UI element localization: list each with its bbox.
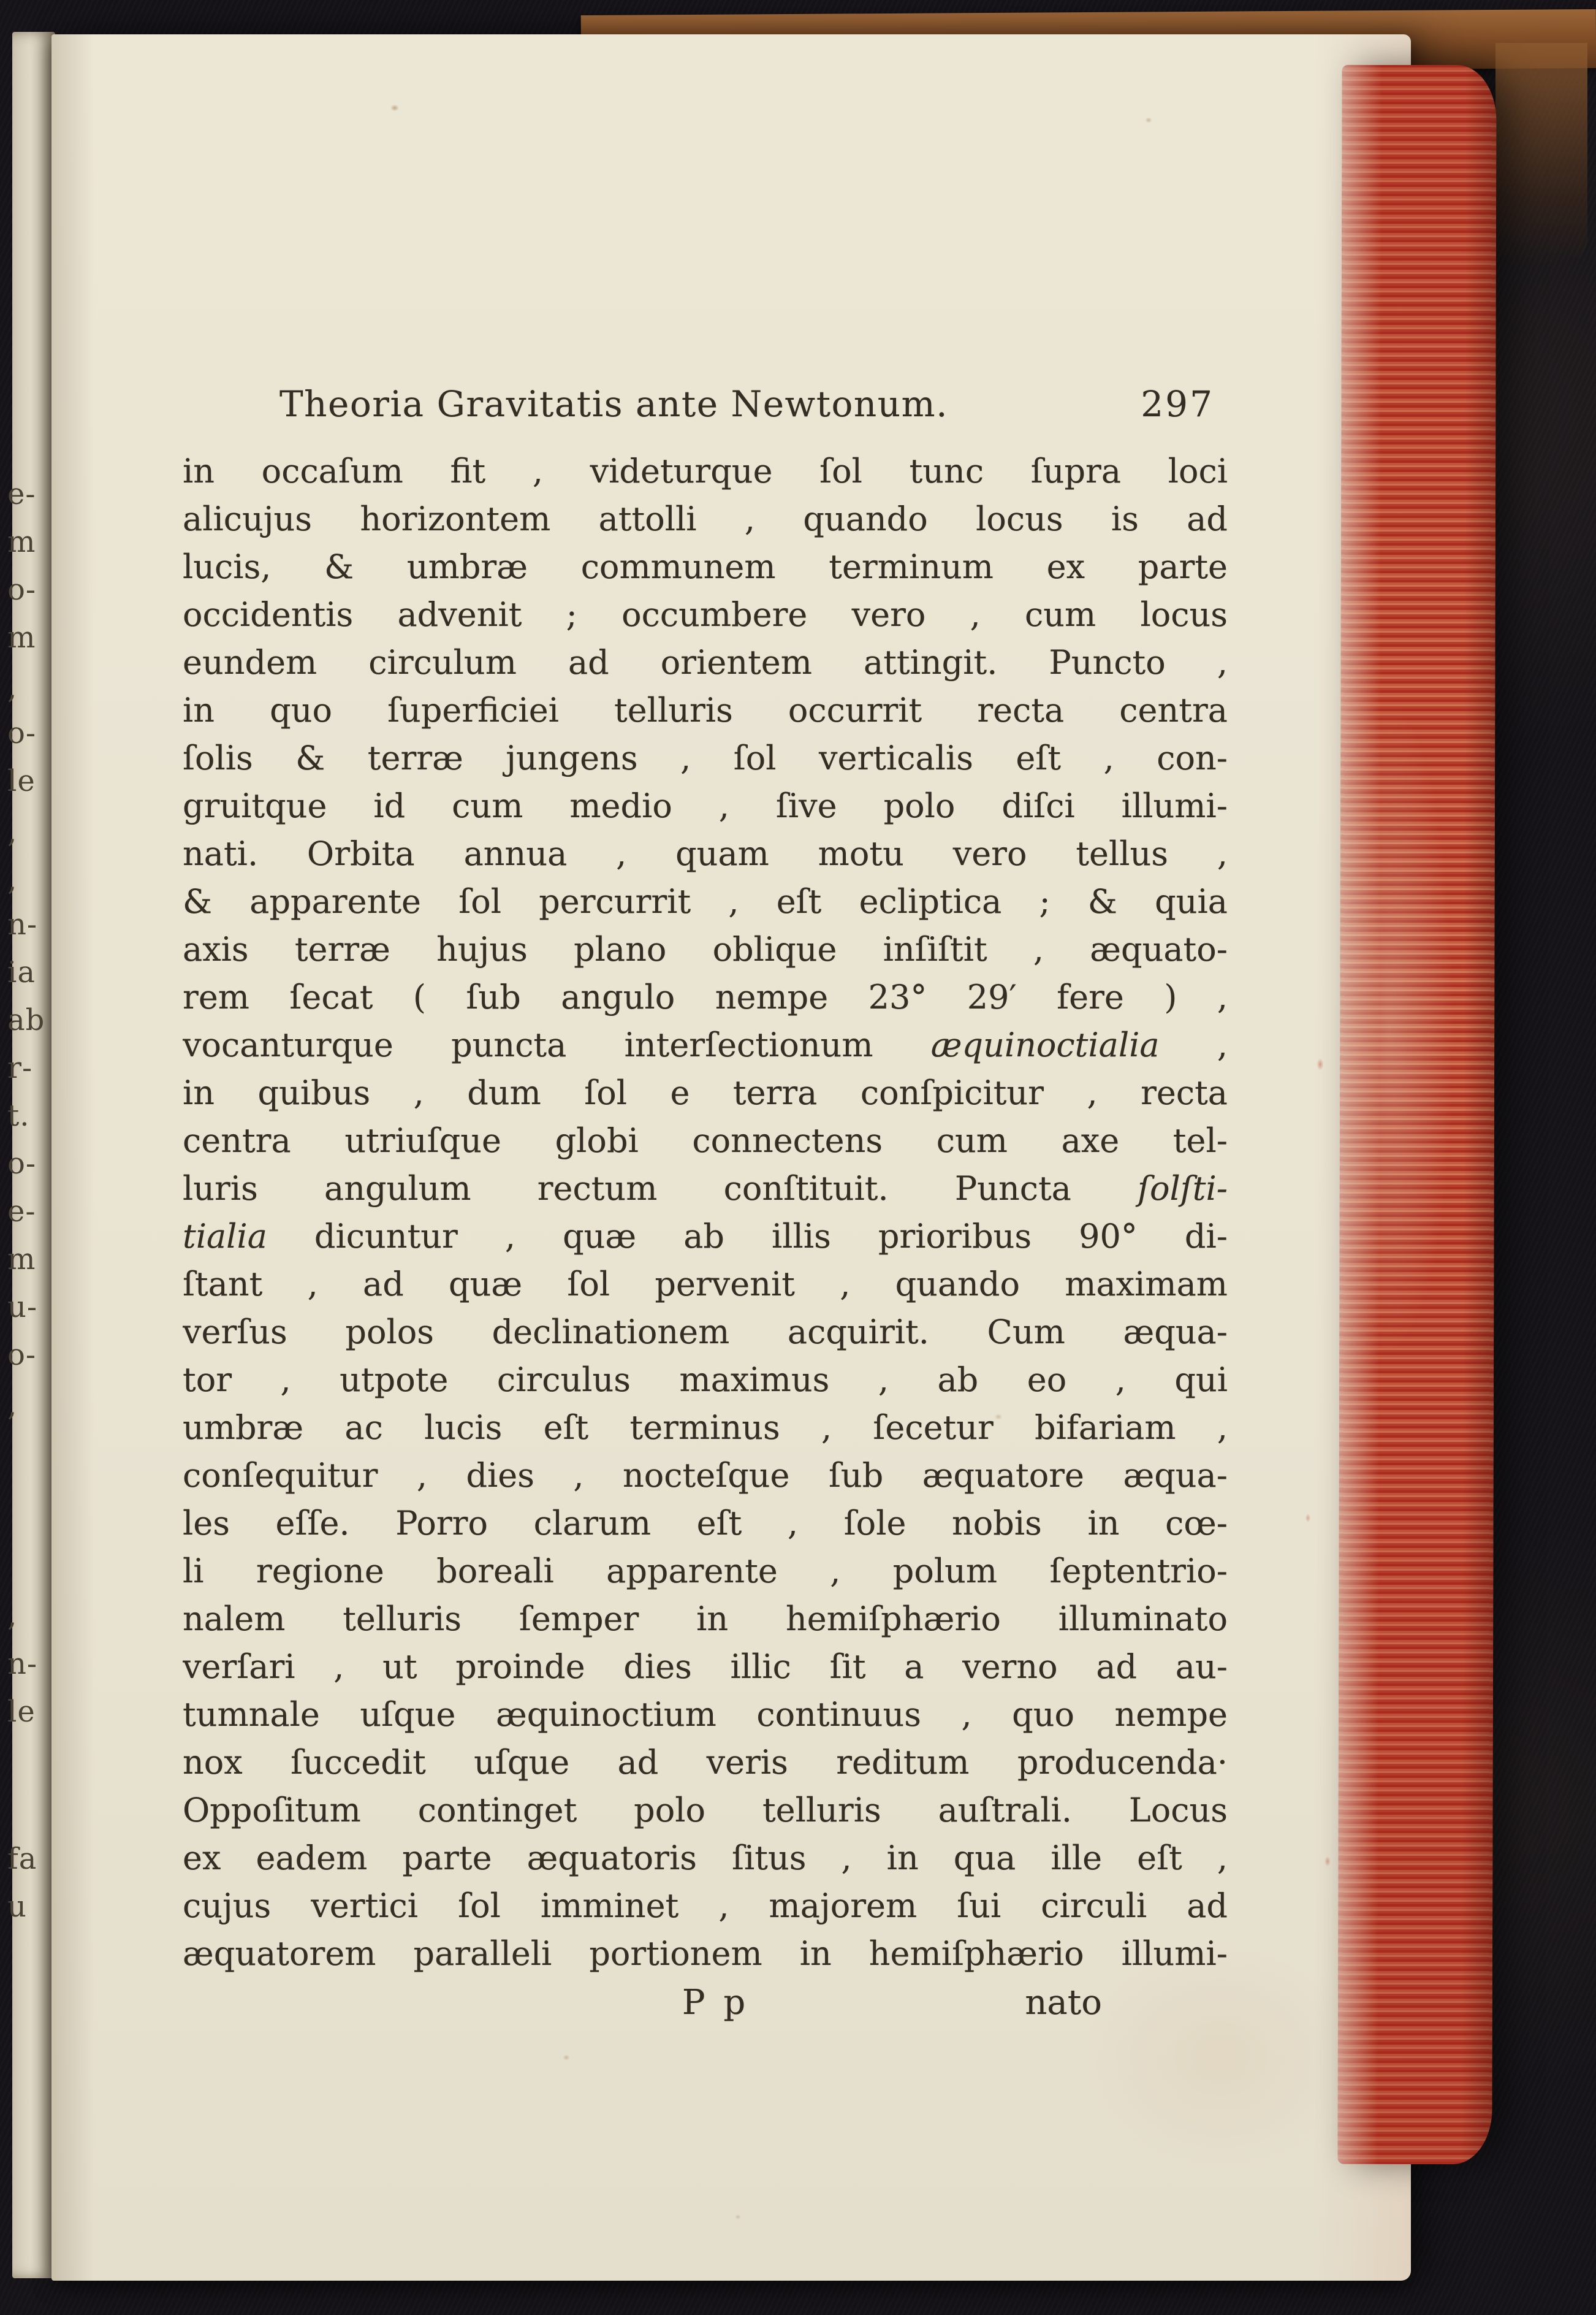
text-segment: axis terræ hujus plano oblique inſiſtit , æquato- [183,930,1228,969]
text-segment: luris angulum rectum conſtituit. Puncta [183,1169,1138,1208]
facing-page-fragment: e- [7,477,36,511]
text-line [183,1643,1228,1691]
page-footer [183,1983,1228,2039]
text-segment: gruitque id cum medio , ſive polo diſci illumi- [183,787,1228,825]
facing-page-edge [12,32,55,2278]
text-line [183,1404,1228,1452]
text-line [183,734,1228,782]
facing-page-fragment: u- [7,1290,38,1324]
facing-page-fragment: o- [7,1338,37,1372]
text-segment: æquatorem paralleli portionem in hemiſphærio illumi- [183,1934,1228,1973]
text-segment: lucis, & umbræ communem terminum ex parte [183,547,1228,586]
text-segment: nalem telluris ſemper in hemiſphærio illuminato [183,1600,1228,1638]
text-segment: ex eadem parte æquatoris ſitus , in qua ille eſt , [183,1839,1228,1877]
text-line [183,1452,1228,1500]
text-segment: rem ſecat ( ſub angulo nempe 23° 29′ fere ) , [183,978,1228,1016]
text-line [183,1356,1228,1404]
facing-page-fragment: ia [7,955,36,990]
facing-page-fragment: , [7,1389,18,1423]
text-line [183,974,1228,1021]
body-lines [183,448,1228,1978]
text-segment: conſequitur , dies , nocteſque ſub æquatore æqua- [183,1456,1228,1495]
facing-page-fragment: ab [7,1003,45,1037]
text-line [183,926,1228,974]
text-segment: tialia [183,1217,267,1256]
text-segment: centra utriuſque globi connectens cum axe tel- [183,1121,1228,1160]
page-header [183,378,1228,430]
text-line [183,1930,1228,1978]
text-line [183,1308,1228,1356]
facing-page-fragment: le [7,764,36,798]
signature-mark: P p [682,1983,750,2023]
text-segment: nox ſuccedit uſque ad veris reditum producenda· [183,1743,1228,1782]
text-line [183,1117,1228,1165]
text-line [183,1739,1228,1787]
text-line [183,1500,1228,1547]
text-line [183,1547,1228,1595]
text-line [183,448,1228,495]
text-segment: alicujus horizontem attolli , quando locus is ad [183,500,1228,538]
text-line [183,1213,1228,1260]
text-segment: occidentis advenit ; occumbere vero , cum locus [183,595,1228,634]
text-segment: cujus vertici ſol imminet , majorem ſui circuli ad [183,1886,1228,1925]
text-segment: Oppoſitum continget polo telluris auſtrali. Locus [183,1791,1228,1829]
text-segment: tor , utpote circulus maximus , ab eo , qui [183,1360,1228,1399]
text-line [183,1882,1228,1930]
text-line [183,1691,1228,1739]
text-segment: umbræ ac lucis eſt terminus , ſecetur bifariam , [183,1408,1228,1447]
text-line [183,1165,1228,1213]
text-line [183,1834,1228,1882]
text-segment: vocanturque puncta interſectionum [183,1026,931,1064]
text-segment: ſolſti- [1138,1169,1228,1208]
text-line [183,1787,1228,1834]
text-line [183,1021,1228,1069]
text-line [183,591,1228,639]
text-line [183,495,1228,543]
page-number: 297 [1141,383,1214,425]
facing-page-fragment: o- [7,716,37,750]
text-line [183,1260,1228,1308]
facing-page-fragment: , [7,671,18,706]
text-segment: ſtant , ad quæ ſol pervenit , quando maximam [183,1265,1228,1303]
text-line [183,543,1228,591]
facing-page-fragment: o- [7,573,37,607]
facing-page-fragment: , [7,815,18,850]
text-line [183,830,1228,878]
book-board-right [1495,43,1587,264]
text-segment: , [1159,1026,1228,1064]
text-segment: in quibus , dum ſol e terra conſpicitur , recta [183,1074,1228,1112]
facing-page-fragment: m [7,1242,36,1276]
facing-page-fragment: , [7,863,18,898]
red-fore-edge [1337,65,1496,2165]
text-segment: verſari , ut proinde dies illic ſit a verno ad au- [183,1647,1228,1686]
facing-page-fragment: e- [7,1194,36,1229]
text-line [183,782,1228,830]
text-segment: ſolis & terræ jungens , ſol verticalis eſt , con- [183,739,1228,777]
text-segment: verſus polos declinationem acquirit. Cum æqua- [183,1313,1228,1351]
text-line [183,687,1228,734]
running-title: Theoria Gravitatis ante Newtonum. [279,383,949,425]
text-segment: tumnale uſque æquinoctium continuus , quo nempe [183,1695,1228,1734]
text-line [183,1069,1228,1117]
facing-page-fragment: t. [7,1099,30,1133]
facing-page-fragment: r- [7,1051,33,1085]
text-column [183,378,1228,2039]
text-line [183,1595,1228,1643]
text-segment: dicuntur , quæ ab illis prioribus 90° di- [267,1217,1228,1256]
text-line [183,639,1228,687]
facing-page-fragment: n- [7,907,38,942]
facing-page-fragment: , [7,1599,18,1633]
facing-page-fragment: m [7,525,36,559]
book-page [51,34,1411,2281]
text-segment: in quo ſuperficiei telluris occurrit recta centra [183,691,1228,730]
text-segment: li regione boreali apparente , polum ſeptentrio- [183,1552,1228,1590]
facing-page-fragment: n- [7,1647,38,1681]
facing-page-fragment: o- [7,1146,37,1181]
facing-page-fragment: fa [7,1842,37,1876]
text-segment: & apparente ſol percurrit , eſt ecliptica ; & quia [183,882,1228,921]
text-segment: æquinoctialia [930,1026,1160,1064]
text-segment: eundem circulum ad orientem attingit. Puncto , [183,643,1228,682]
facing-page-fragment: u [7,1890,27,1924]
catchword: nato [1025,1983,1102,2023]
text-segment: nati. Orbita annua , quam motu vero tellus , [183,834,1228,873]
text-line [183,878,1228,926]
facing-page-fragment: m [7,620,36,655]
text-segment: les eſſe. Porro clarum eſt , ſole nobis in cœ- [183,1504,1228,1543]
facing-page-fragment: le [7,1695,36,1729]
text-segment: in occaſum fit , videturque ſol tunc ſupra loci [183,452,1228,490]
